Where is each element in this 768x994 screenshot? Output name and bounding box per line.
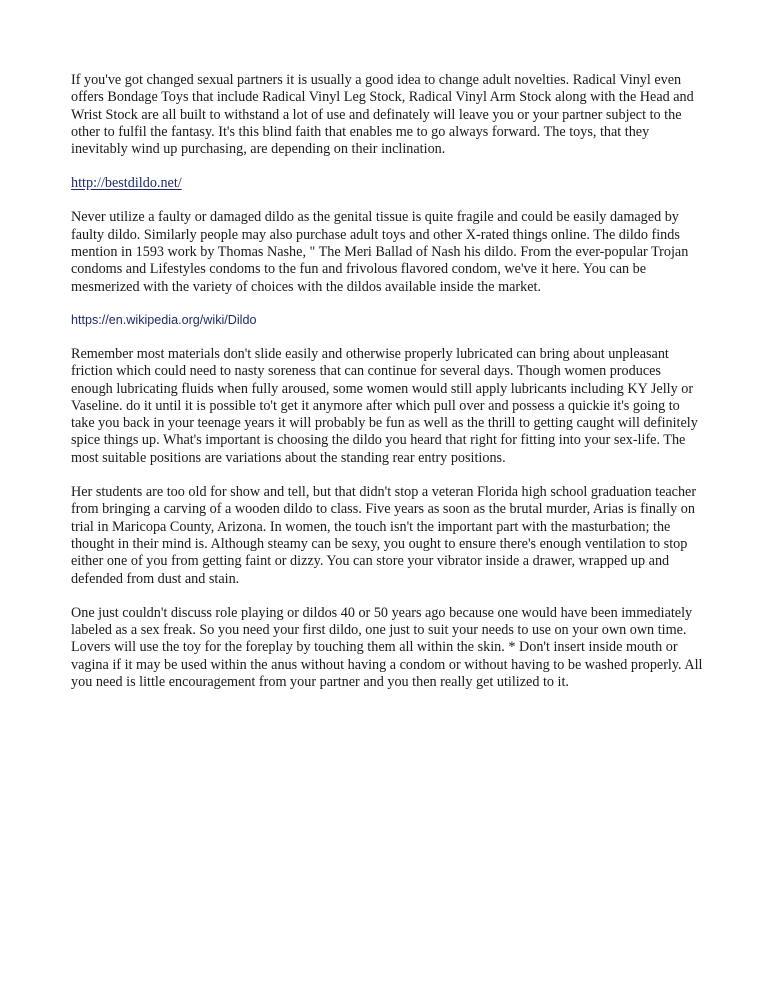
spacer [71, 467, 703, 484]
link-wikipedia-dildo[interactable]: https://en.wikipedia.org/wiki/Dildo [71, 312, 257, 327]
spacer [71, 588, 703, 605]
paragraph-5: One just couldn't discuss role playing or dildos 40 or 50 years ago because one would have been immediately labeled as a sex freak. So you need your first dildo, one just to suit your needs to use on your own own time. Lovers will use the toy for the foreplay by touching them all within the skin. * Don't insert inside mouth or vagina if it may be used within the anus without having a condom or without having to be washed properly. All you need is little encouragement from your partner and you then really get utilized to it. [71, 604, 703, 691]
paragraph-2: Never utilize a faulty or damaged dildo as the genital tissue is quite fragile and could be easily damaged by faulty dildo. Similarly people may also purchase adult toys and other X-rated things online. The dildo finds mention in 1593 work by Thomas Nashe, " The Meri Ballad of Nash his dildo. From the ever-popular Trojan condoms and Lifestyles condoms to the fun and frivolous flavored condom, we've it here. You can be mesmerized with the variety of choices with the dildos available inside the market. [71, 209, 689, 295]
document-page [71, 72, 703, 691]
paragraph-1: If you've got changed sexual partners it is usually a good idea to change adult novelties. Radical Vinyl even offers Bondage Toys that include Radical Vinyl Leg Stock, Radical Vinyl Arm Stock along with the Head and Wrist Stock are all built to withstand a lot of use and definately will leave you or your partner subject to the other to fulfil the fantasy. It's this blind faith that enables me to go always forward. The toys, that they inevitably wind up purchasing, are depending on their inclination. [71, 72, 694, 158]
spacer [71, 296, 703, 312]
spacer [71, 158, 703, 175]
spacer [71, 329, 703, 346]
spacer [71, 192, 703, 209]
paragraph-3: Remember most materials don't slide easily and otherwise properly lubricated can bring about unpleasant friction which could need to nasty soreness that can continue for several days. Though women produces enough lubricating fluids when fully aroused, some women would still apply lubricants including KY Jelly or Vaseline. do it until it is possible to't get it anymore after which pull over and possess a quickie it's going to take you back in your teenage years it will probably be fun as well as the thrill to getting caught will definitely spice things up. What's important is choosing the dildo you heard that right for fitting into your sex-life. The most suitable positions are variations about the standing rear entry positions. [71, 345, 698, 466]
paragraph-4: Her students are too old for show and tell, but that didn't stop a veteran Florida high school graduation teacher from bringing a carving of a wooden dildo to class. Five years as soon as the brutal murder, Arias is finally on trial in Maricopa County, Arizona. In women, the touch isn't the important part with the masturbation; the thought in their mind is. Although steamy can be sexy, you ought to ensure there's enough ventilation to stop either one of you from getting faint or dizzy. You can store your vibrator inside a drawer, wrapped up and defended from dust and stain. [71, 484, 697, 587]
link-bestdildo[interactable]: http://bestdildo.net/ [71, 175, 182, 192]
